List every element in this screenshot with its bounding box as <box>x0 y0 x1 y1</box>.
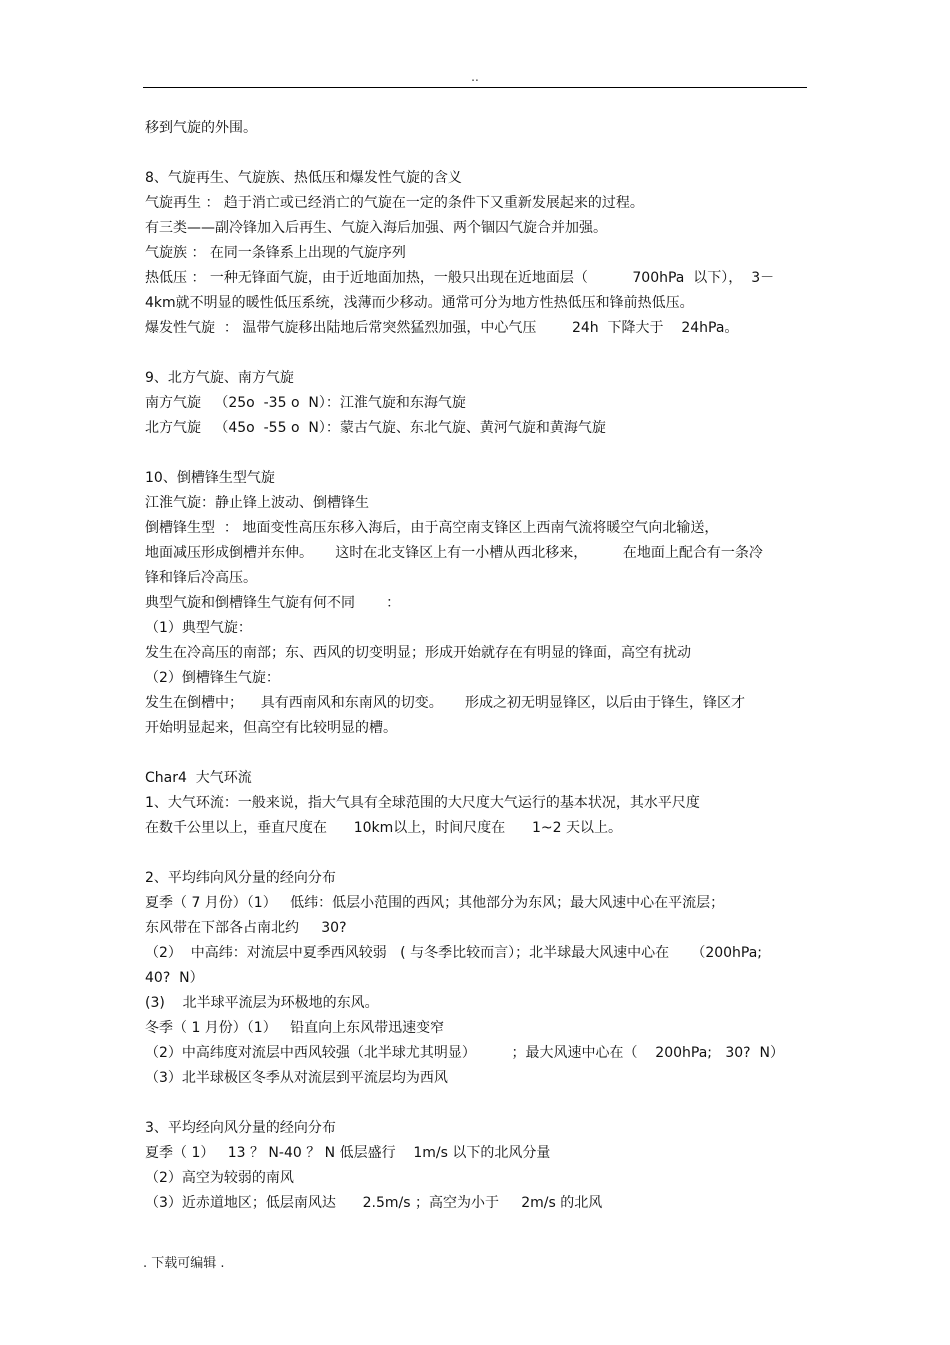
text-line: （1）典型气旋： <box>145 620 252 636</box>
text-line: 南方气旋 （25o -35 o N）：江淮气旋和东海气旋 <box>145 395 466 411</box>
document-body <box>145 116 810 1216</box>
text-line: 夏季（ 1） 13 ？ N-40 ？ N 低层盛行 1m/s 以下的北风分量 <box>145 1145 551 1161</box>
text-line: （3）近赤道地区；低层南风达 2.5m/s ；高空为小于 2m/s 的北风 <box>145 1195 603 1211</box>
text-line: 东风带在下部各占南北约 30? <box>145 920 347 936</box>
text-line: 3、平均经向风分量的经向分布 <box>145 1120 336 1136</box>
text-line: 开始明显起来，但高空有比较明显的槽。 <box>145 720 397 736</box>
text-line: （2）倒槽锋生气旋： <box>145 670 280 686</box>
text-line: 2、平均纬向风分量的经向分布 <box>145 870 336 886</box>
text-line: 气旋再生 ： 趋于消亡或已经消亡的气旋在一定的条件下又重新发展起来的过程。 <box>145 195 644 211</box>
text-line: 倒槽锋生型 ： 地面变性高压东移入海后，由于高空南支锋区上西南气流将暖空气向北输送， <box>145 520 719 536</box>
text-line: 夏季（ 7 月份）（1） 低纬：低层小范围的西风；其他部分为东风；最大风速中心在平流层； <box>145 895 725 911</box>
text-line: （3）北半球极区冬季从对流层到平流层均为西风 <box>145 1070 448 1086</box>
text-line: 4km就不明显的暖性低压系统，浅薄而少移动。通常可分为地方性热低压和锋前热低压。 <box>145 295 694 311</box>
header-dots: .. <box>471 70 479 84</box>
text-line: (3) 北半球平流层为环极地的东风。 <box>145 995 379 1011</box>
text-line: 北方气旋 （45o -55 o N）：蒙古气旋、东北气旋、黄河气旋和黄海气旋 <box>145 420 606 436</box>
text-line: 9、北方气旋、南方气旋 <box>145 370 294 386</box>
text-line: 爆发性气旋 ： 温带气旋移出陆地后常突然猛烈加强，中心气压 24h 下降大于 24hPa。 <box>145 320 739 336</box>
text-line: 热低压 ： 一种无锋面气旋，由于近地面加热，一般只出现在近地面层（ 700hPa 以下）， 3－ <box>145 270 775 286</box>
text-line: （2）中高纬度对流层中西风较强（北半球尤其明显） ；最大风速中心在（ 200hPa; 30? N） <box>145 1045 784 1061</box>
text-line: 10、倒槽锋生型气旋 <box>145 470 275 486</box>
text-line: 锋和锋后冷高压。 <box>145 570 257 586</box>
header-rule <box>143 87 807 88</box>
blank-line <box>145 441 810 466</box>
text-line: （2） 中高纬：对流层中夏季西风较弱 ( 与冬季比较而言）；北半球最大风速中心在 （200hPa; <box>145 945 763 961</box>
text-line: 江淮气旋：静止锋上波动、倒槽锋生 <box>145 495 369 511</box>
text-line: 40? N） <box>145 970 204 986</box>
text-line: 典型气旋和倒槽锋生气旋有何不同 ： <box>145 595 401 611</box>
blank-line <box>145 841 810 866</box>
text-line: 1、大气环流：一般来说，指大气具有全球范围的大尺度大气运行的基本状况，其水平尺度 <box>145 795 700 811</box>
text-line: 8、气旋再生、气旋族、热低压和爆发性气旋的含义 <box>145 170 462 186</box>
text-line: 有三类——副冷锋加入后再生、气旋入海后加强、两个锢囚气旋合并加强。 <box>145 220 607 236</box>
text-line: 地面减压形成倒槽并东伸。 这时在北支锋区上有一小槽从西北移来， 在地面上配合有一条冷 <box>145 545 763 561</box>
text-line: 移到气旋的外围。 <box>145 120 257 136</box>
blank-line <box>145 141 810 166</box>
text-line: 发生在倒槽中； 具有西南风和东南风的切变。 形成之初无明显锋区，以后由于锋生，锋区才 <box>145 695 746 711</box>
text-line: 在数千公里以上，垂直尺度在 10km以上，时间尺度在 1~2 天以上。 <box>145 820 622 836</box>
text-line: Char4 大气环流 <box>145 770 252 786</box>
blank-line <box>145 341 810 366</box>
text-line: 气旋族 ： 在同一条锋系上出现的气旋序列 <box>145 245 406 261</box>
blank-line <box>145 1091 810 1116</box>
text-line: 发生在冷高压的南部；东、西风的切变明显；形成开始就存在有明显的锋面，高空有扰动 <box>145 645 691 661</box>
footer-note: . 下载可编辑 . <box>143 1256 225 1271</box>
text-line: 冬季（ 1 月份）（1） 铅直向上东风带迅速变窄 <box>145 1020 445 1036</box>
blank-line <box>145 741 810 766</box>
text-line: （2）高空为较弱的南风 <box>145 1170 294 1186</box>
